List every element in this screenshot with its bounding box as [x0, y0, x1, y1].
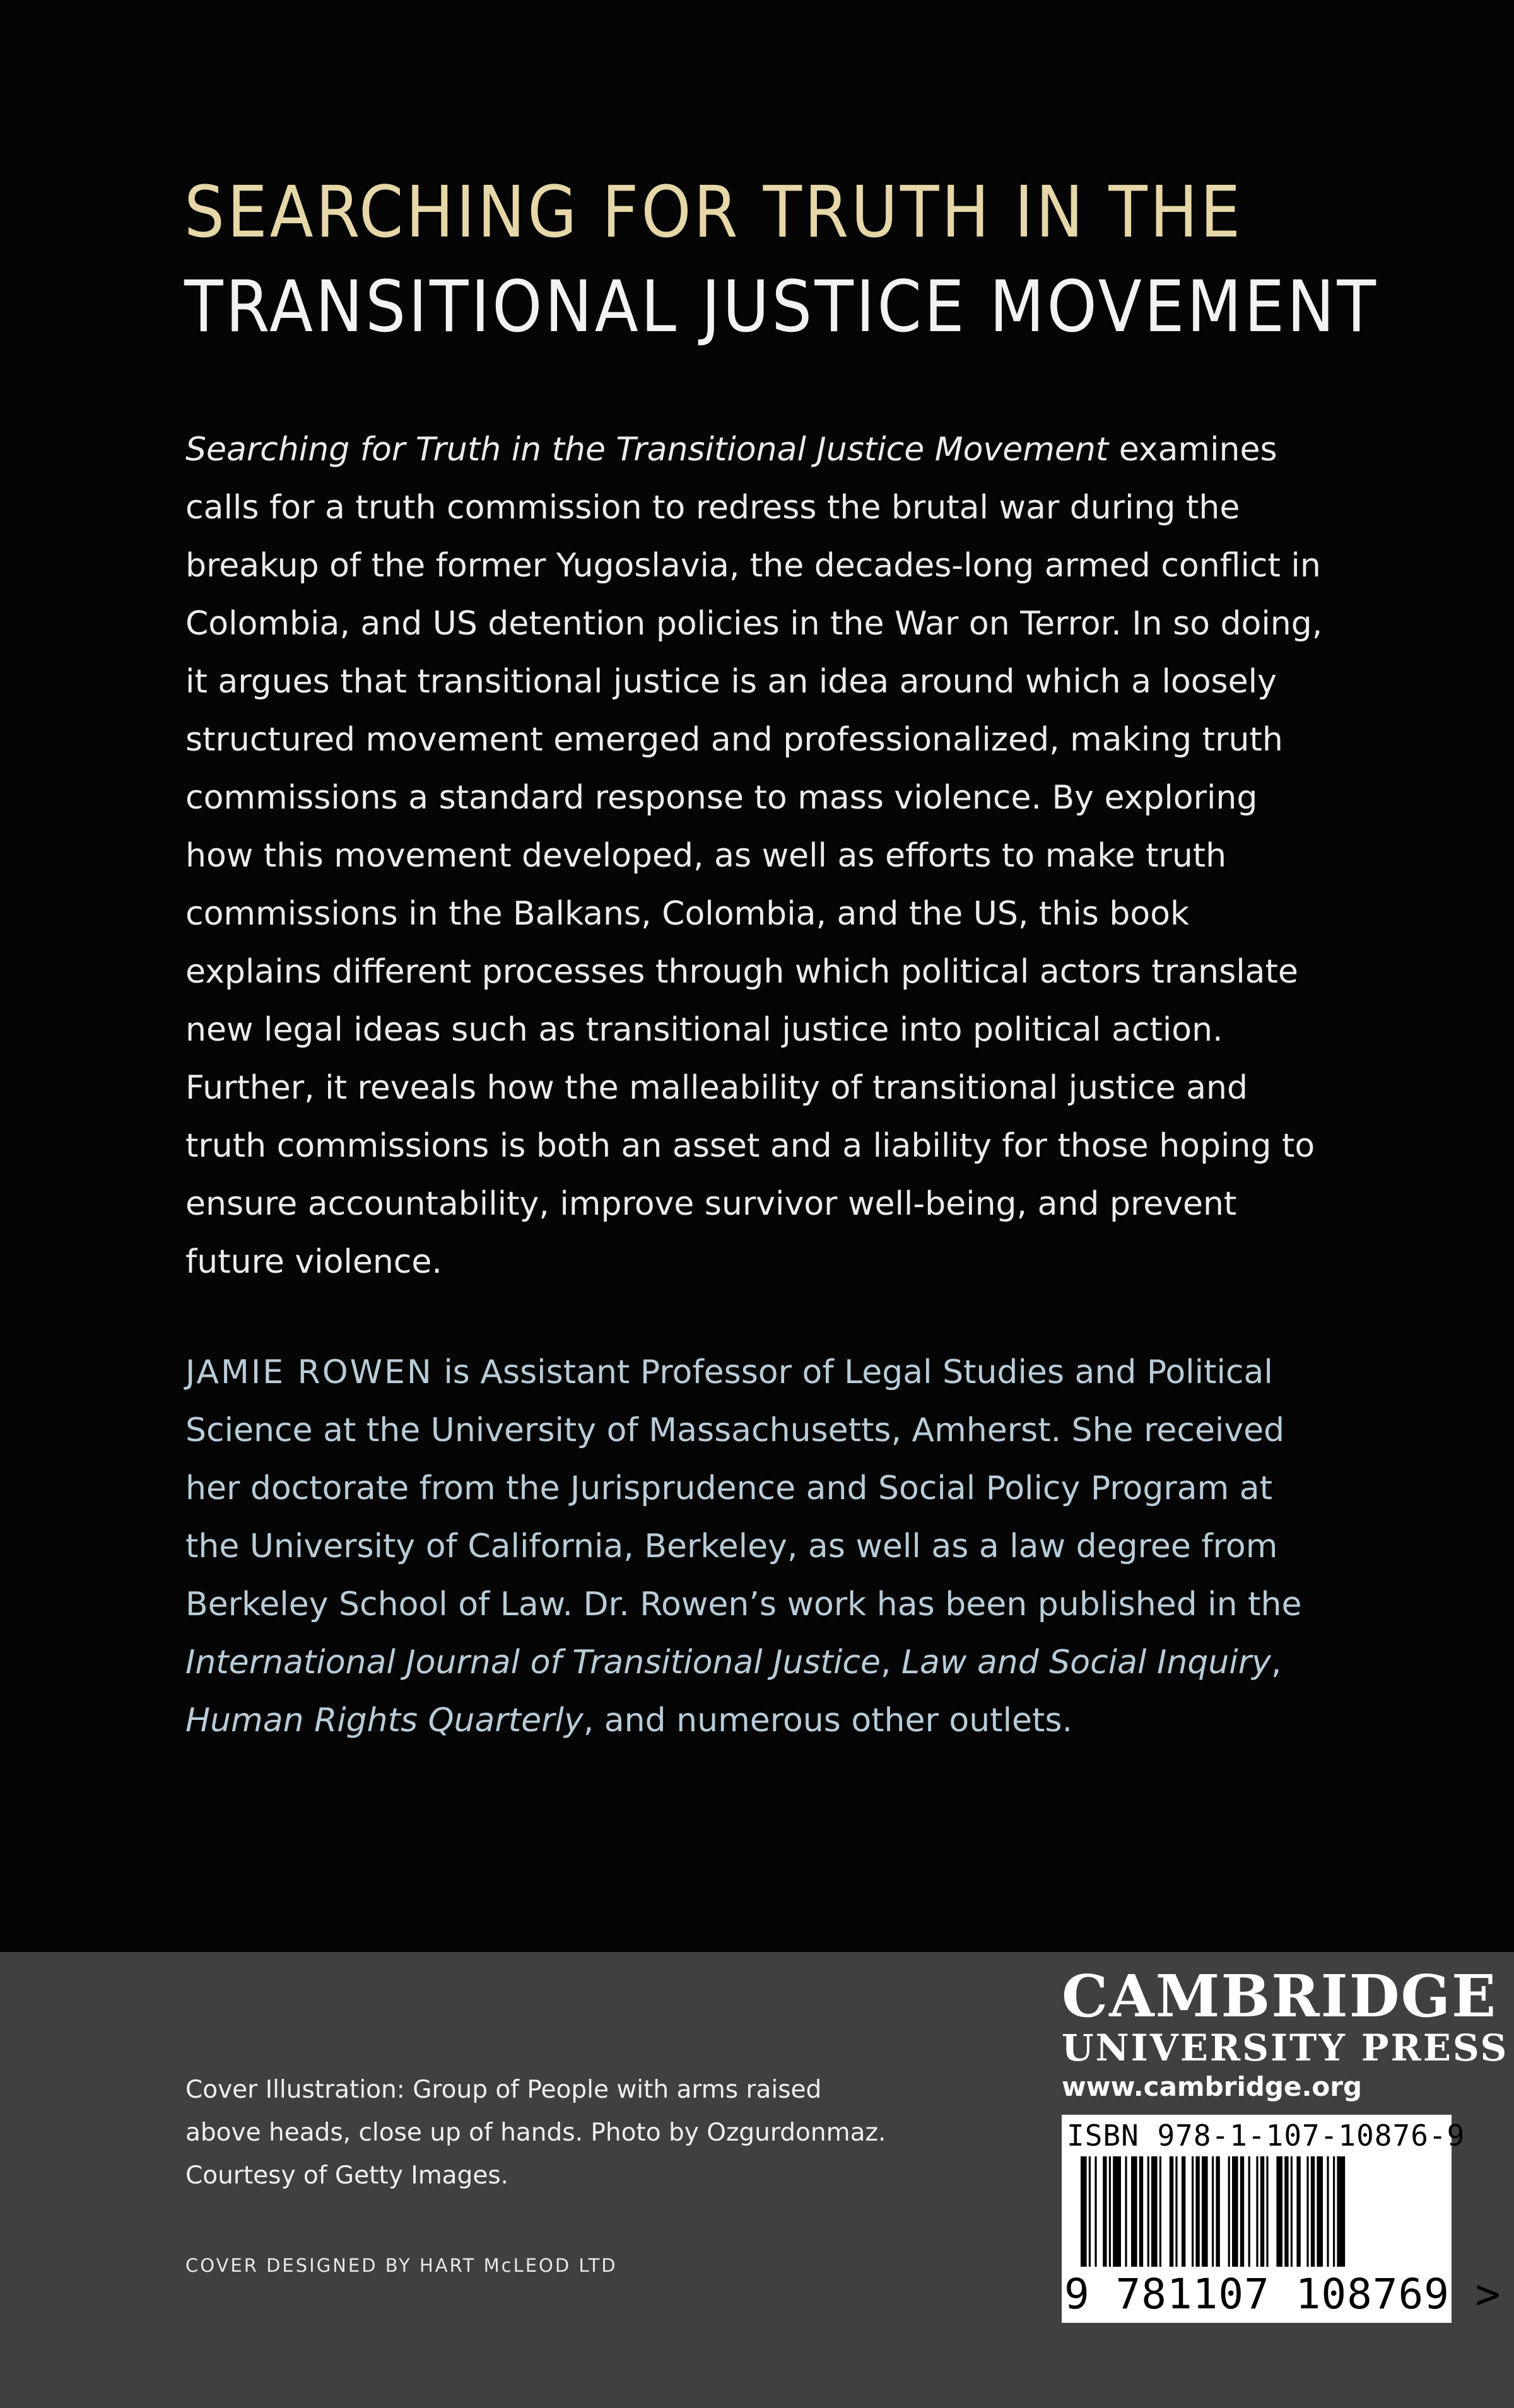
journal-2: Law and Social Inquiry [901, 1644, 1271, 1681]
barcode-bars [1062, 2156, 1452, 2270]
journal-3: Human Rights Quarterly [185, 1702, 584, 1739]
barcode-bar [1081, 2156, 1087, 2267]
cover-designer-credit: COVER DESIGNED BY HART McLEOD LTD [185, 2255, 618, 2276]
credit-line-1: Cover Illustration: Group of People with arms raised [185, 2076, 822, 2104]
barcode-bar [1094, 2156, 1096, 2267]
title-line-1: SEARCHING FOR TRUTH IN THE [184, 172, 1243, 254]
barcode-bar [1212, 2156, 1214, 2267]
barcode-bar [1327, 2156, 1329, 2267]
barcode-bar [1306, 2156, 1308, 2267]
barcode-bar [1240, 2156, 1244, 2267]
barcode-bar [1103, 2156, 1106, 2267]
journal-1: International Journal of Transitional Justice [185, 1644, 881, 1681]
barcode-bar [1139, 2156, 1143, 2267]
barcode-bar [1317, 2156, 1323, 2267]
barcode-bar [1131, 2156, 1137, 2267]
barcode-bar [1260, 2156, 1264, 2267]
bio-text: is Assistant Professor of Legal Studies and Political Science at the University of Massachusetts, Amherst. She received her doctorate from the Jurisprudence and Social Policy Program at the University of California, Berkeley, as well as a law degree from Berkeley School of Law. Dr. Rowen’s work has been published in the [185, 1353, 1302, 1623]
barcode-bar [1175, 2156, 1177, 2267]
isbn-barcode [1062, 2115, 1501, 2323]
barcode-bar [1248, 2156, 1250, 2267]
barcode-bar [1276, 2156, 1282, 2267]
barcode-bar [1195, 2156, 1199, 2267]
isbn-label: ISBN 978-1-107-10876-9 [1067, 2119, 1465, 2153]
barcode-bar [1192, 2156, 1194, 2267]
bio-separator-1: , [880, 1644, 902, 1681]
barcode-bar [1125, 2156, 1127, 2267]
barcode-bar [1333, 2156, 1335, 2267]
barcode-bar [1182, 2156, 1185, 2267]
barcode-bar [1337, 2156, 1345, 2267]
title-line-2: TRANSITIONAL JUSTICE MOVEMENT [184, 266, 1378, 348]
author-name: JAMIE ROWEN [185, 1353, 433, 1391]
barcode-bar [1089, 2156, 1091, 2267]
cover-illustration-credit [185, 2069, 886, 2197]
author-bio [185, 1343, 1327, 1750]
barcode-bar [1228, 2156, 1230, 2267]
bio-tail: , and numerous other outlets. [583, 1702, 1073, 1739]
bio-separator-2: , [1270, 1644, 1282, 1681]
barcode-bar [1232, 2156, 1238, 2267]
barcode-bar [1284, 2156, 1288, 2267]
barcode-bar [1291, 2156, 1293, 2267]
barcode-bar [1216, 2156, 1219, 2267]
book-description [185, 421, 1327, 1291]
barcode-bar [1311, 2156, 1315, 2267]
barcode-bar [1170, 2156, 1173, 2267]
description-body: examines calls for a truth commission to redress the brutal war during the breakup of the former Yugoslavia, the decades-long armed conflict in Colombia, and US detention policies in the War on Terror. In so doing, it argues that transitional justice is an idea around which a loosely structured movement emerged and professionalized, making truth commissions a standard response to mass violence. By exploring how this movement developed, as well as efforts to make truth commissions in the Balkans, Colombia, and the US, this book explains different processes through which political actors translate new legal ideas such as transitional justice into political action. Further, it reveals how the malleability of transitional justice and truth commissions is both an asset and a liability for those hoping to ensure accountability, improve survivor well-being, and prevent future violence. [185, 431, 1323, 1281]
credit-line-3: Courtesy of Getty Images. [185, 2161, 509, 2190]
barcode-digits: 9 781107 108769 > [1064, 2270, 1501, 2318]
barcode-bar [1159, 2156, 1161, 2267]
credit-line-2: above heads, close up of hands. Photo by Ozgurdonmaz. [185, 2119, 886, 2147]
barcode-bar [1202, 2156, 1208, 2267]
barcode-bar [1151, 2156, 1158, 2267]
book-title [184, 165, 1378, 354]
barcode-bar [1147, 2156, 1149, 2267]
publisher-logo [1062, 1962, 1509, 2106]
publisher-name: CAMBRIDGE [1062, 1962, 1498, 2030]
description-book-title: Searching for Truth in the Transitional Justice Movement [185, 431, 1109, 469]
publisher-url: www.cambridge.org [1062, 2071, 1363, 2102]
barcode-bar [1109, 2156, 1111, 2267]
publisher-subtitle: UNIVERSITY PRESS [1062, 2026, 1509, 2069]
barcode-bar [1113, 2156, 1121, 2267]
barcode-bar [1296, 2156, 1300, 2267]
barcode-bar [1266, 2156, 1268, 2267]
barcode-bar [1256, 2156, 1258, 2267]
